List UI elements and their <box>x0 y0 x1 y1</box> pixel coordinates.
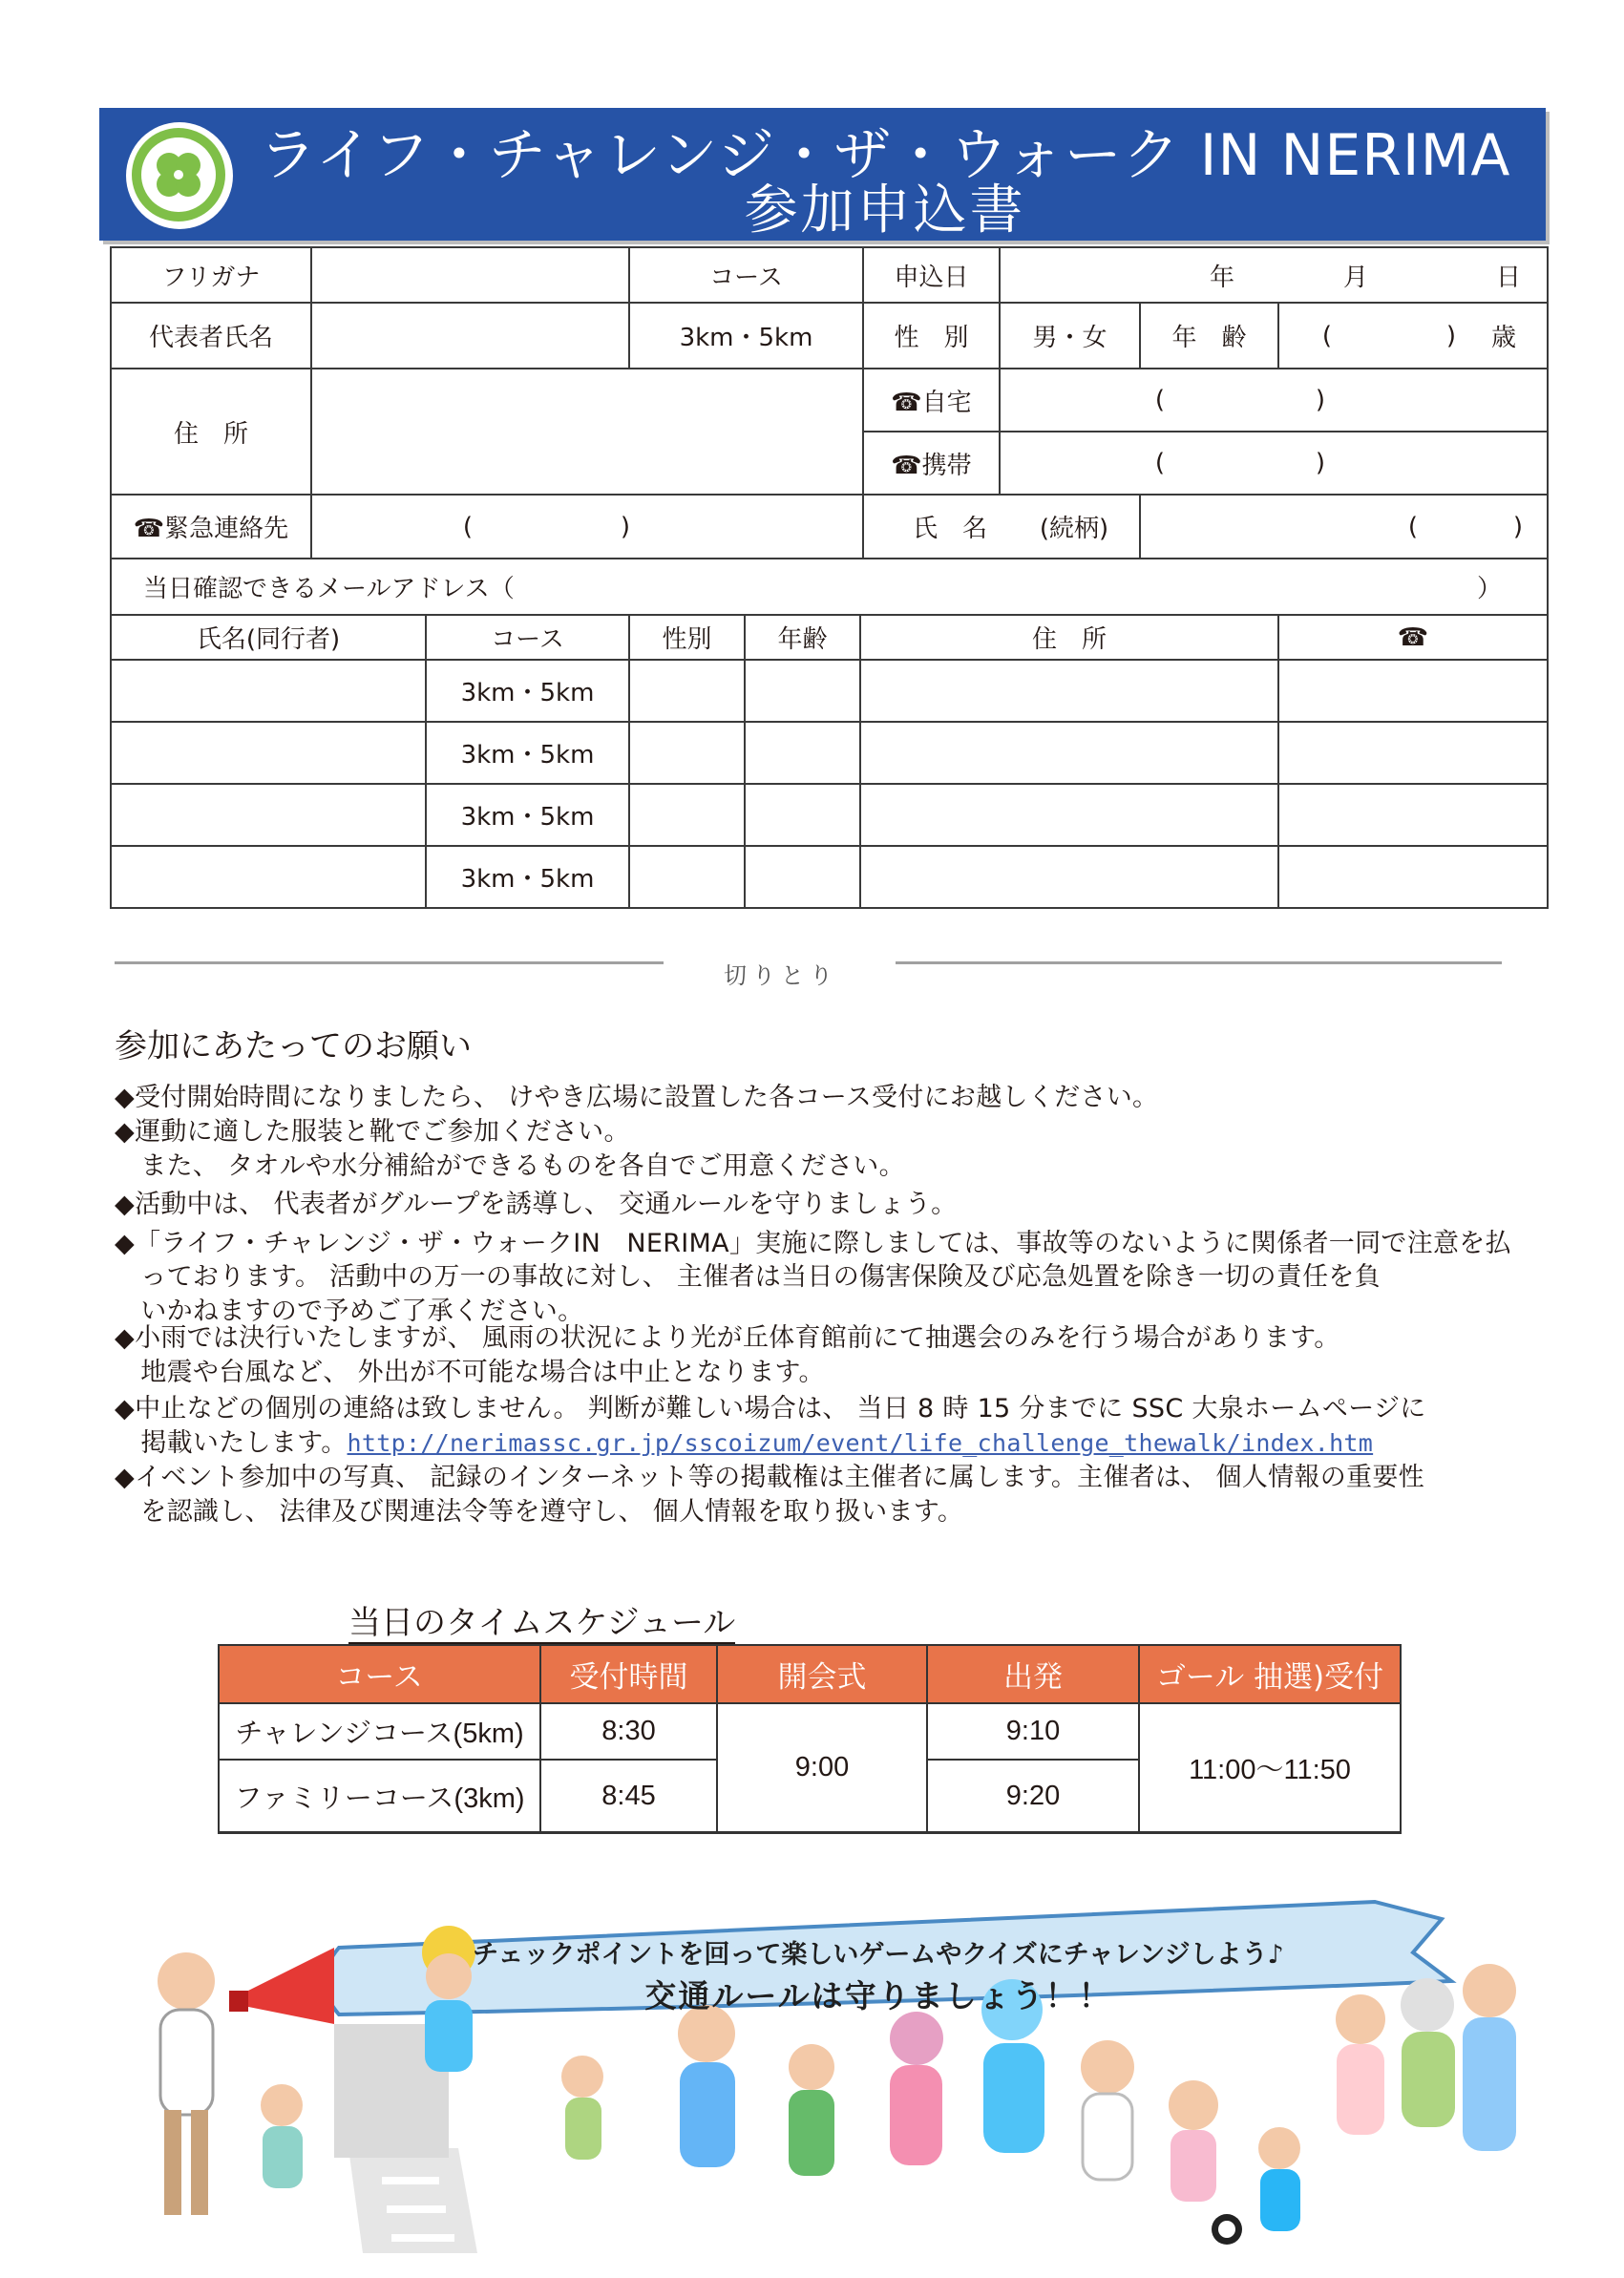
page-subtitle: 参加申込書 <box>744 179 1026 242</box>
year-label: 年 <box>1209 263 1234 292</box>
gender-choice[interactable]: 男・女 <box>1032 324 1107 352</box>
age-label: 年 齢 <box>1171 324 1247 352</box>
day-label: 日 <box>1495 263 1521 292</box>
furigana-field[interactable] <box>312 248 628 302</box>
event-url-link[interactable]: http://nerimassc.gr.jp/sscoizum/event/life_challenge_thewalk/index.htm <box>347 1429 1374 1457</box>
note-line: いかねますので予めご了承ください。 <box>115 1297 584 1326</box>
schedule-start-family: 9:20 <box>1005 1780 1061 1811</box>
companion-header-course: コース <box>491 625 564 654</box>
companion-header-address: 住 所 <box>1031 625 1107 654</box>
companion-row-course[interactable]: 3km・5km <box>460 865 595 894</box>
schedule-opening-time: 9:00 <box>794 1752 850 1782</box>
note-url-line <box>115 1426 1373 1461</box>
note-line: ◆活動中は、 代表者がグループを誘導し、 交通ルールを守りましょう。 <box>115 1190 958 1219</box>
companion-header-age: 年齢 <box>777 625 828 654</box>
companion-header-gender: 性別 <box>662 625 712 654</box>
address-label: 住 所 <box>173 419 248 449</box>
home-tel-open: ( <box>1154 386 1166 414</box>
schedule-header-start: 出発 <box>928 1645 1138 1702</box>
note-line: また、 タオルや水分補給ができるものを各自でご用意ください。 <box>115 1151 905 1181</box>
mobile-tel-close: ) <box>1315 449 1326 477</box>
age-open: ( <box>1321 321 1333 350</box>
emergency-label: ☎緊急連絡先 <box>133 515 289 543</box>
companion-row-course[interactable]: 3km・5km <box>460 679 595 707</box>
address-field[interactable] <box>312 369 862 494</box>
note-line: を認識し、 法律及び関連法令等を遵守し、 個人情報を取り扱います。 <box>115 1497 964 1527</box>
companion-header-tel: ☎ <box>1397 622 1429 652</box>
note-line: ◆イベント参加中の写真、 記録のインターネット等の掲載権は主催者に属します。主催者は、 個人情報の重要性 <box>115 1463 1424 1492</box>
course-label: コース <box>709 263 783 292</box>
home-tel-label: ☎自宅 <box>891 388 972 417</box>
page-title: ライフ・チャレンジ・ザ・ウォーク IN NERIMA <box>259 122 1511 189</box>
note-line: っております。 活動中の万一の事故に対し、 主催者は当日の傷害保険及び応急処置を除き一切の責任を負 <box>115 1262 1381 1292</box>
age-unit: 歳 <box>1490 324 1516 352</box>
companion-header-name: 氏名(同行者) <box>196 625 341 654</box>
email-label: 当日確認できるメールアドレス（ <box>143 575 515 603</box>
gender-label: 性 別 <box>894 324 969 352</box>
clover-icon <box>145 141 212 208</box>
banner-slogan: 交通ルールは守りましょう！！ <box>644 1977 1112 2014</box>
emergency-name-label: 氏 名 <box>912 515 987 543</box>
emergency-close: ) <box>620 512 631 541</box>
home-tel-close: ) <box>1315 386 1326 414</box>
note-line: ◆受付開始時間になりましたら、 けやき広場に設置した各コース受付にお越しください。 <box>115 1083 1159 1112</box>
apply-date-label: 申込日 <box>894 263 969 292</box>
schedule-header-opening: 開会式 <box>718 1645 926 1702</box>
schedule-start-challenge: 9:10 <box>1005 1716 1061 1746</box>
cut-line-right <box>896 961 1502 964</box>
rep-name-label: 代表者氏名 <box>148 324 273 352</box>
furigana-label: フリガナ <box>161 263 261 292</box>
schedule-reception-challenge: 8:30 <box>601 1716 656 1746</box>
note-url-prefix: 掲載いたします。 <box>115 1428 348 1458</box>
note-line: ◆運動に適した服装と靴でご参加ください。 <box>115 1117 630 1147</box>
note-line: ◆「ライフ・チャレンジ・ザ・ウォークIN NERIMA」実施に際しましては、事故等のないように関係者一同で注意を払 <box>115 1229 1511 1258</box>
cut-label: 切りとり <box>724 962 838 989</box>
month-label: 月 <box>1342 263 1368 292</box>
relation-close: ) <box>1512 512 1524 541</box>
schedule-course-challenge: チャレンジコース(5km) <box>235 1719 524 1749</box>
rep-name-field[interactable] <box>312 304 628 368</box>
schedule-goal-time: 11:00〜11:50 <box>1189 1755 1351 1785</box>
schedule-reception-family: 8:45 <box>601 1780 656 1811</box>
emergency-open: ( <box>462 512 474 541</box>
mobile-tel-open: ( <box>1154 449 1166 477</box>
companion-row-course[interactable]: 3km・5km <box>460 803 595 832</box>
schedule-header-reception: 受付時間 <box>541 1645 716 1702</box>
banner-message: チェックポイントを回って楽しいゲームやクイズにチャレンジしよう♪ <box>473 1940 1284 1970</box>
notes-title: 参加にあたってのお願い <box>115 1027 472 1065</box>
cut-line-left <box>115 961 664 964</box>
email-close: ） <box>1476 575 1502 603</box>
schedule-header-course: コース <box>219 1645 539 1702</box>
mobile-tel-label: ☎携帯 <box>891 451 972 480</box>
schedule-title: 当日のタイムスケジュール <box>348 1604 736 1642</box>
schedule-header-goal: ゴール 抽選)受付 <box>1140 1645 1400 1702</box>
relation-label: (続柄) <box>1039 515 1109 543</box>
course-choice[interactable]: 3km・5km <box>679 324 813 352</box>
relation-open: ( <box>1407 512 1419 541</box>
note-line: ◆中止などの個別の連絡は致しません。 判断が難しい場合は、 当日 8 時 15 分までに SSC 大泉ホームページに <box>115 1394 1426 1424</box>
note-line: ◆小雨では決行いたしますが、 風雨の状況により光が丘体育館前にて抽選会のみを行う場合があります。 <box>115 1323 1340 1353</box>
age-close: ) <box>1445 321 1457 350</box>
schedule-course-family: ファミリーコース(3km) <box>234 1782 525 1814</box>
companion-row-course[interactable]: 3km・5km <box>460 741 595 770</box>
note-line: 地震や台風など、 外出が不可能な場合は中止となります。 <box>115 1358 825 1387</box>
